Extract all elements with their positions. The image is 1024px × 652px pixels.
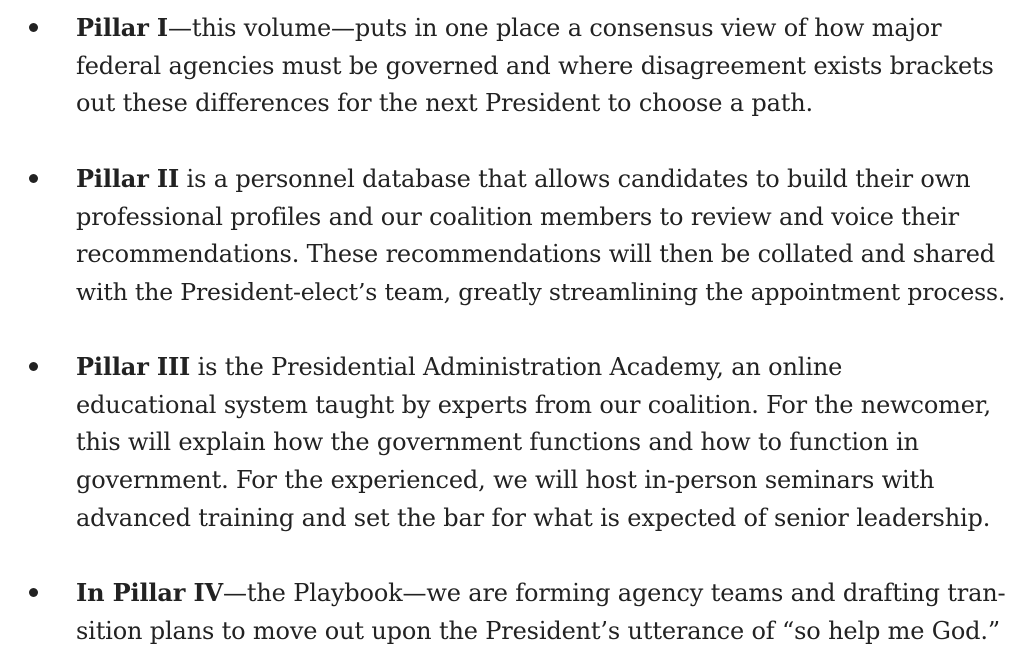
list-item-text [76, 348, 1016, 538]
text-line: federal agencies must be governed and where disagreement exists brackets [76, 51, 994, 80]
text-line: government. For the experienced, we will host in-person seminars with [76, 466, 935, 495]
line-text: —the Playbook—we are forming agency teams and drafting tran- [223, 579, 1006, 607]
text-line: educational system taught by experts from our coalition. For the newcomer, [76, 390, 991, 419]
text-line [76, 348, 1016, 387]
text-line [76, 160, 1016, 199]
item-lead: In Pillar IV [76, 578, 224, 607]
text-line: sition plans to move out upon the President’s utterance of “so help me God.” [76, 616, 1000, 645]
item-lead: Pillar III [76, 352, 191, 381]
list-item-text [76, 574, 1016, 650]
bullet-icon [29, 588, 38, 597]
list-item-text [76, 9, 1016, 123]
text-line: this will explain how the government functions and how to function in [76, 428, 919, 457]
list-item-text [76, 160, 1016, 312]
text-line: out these differences for the next President to choose a path. [76, 89, 814, 118]
line-text: —this volume—puts in one place a consensus view of how major [167, 14, 942, 42]
bullet-icon [29, 174, 38, 183]
item-lead: Pillar II [76, 164, 180, 193]
text-line: with the President-elect’s team, greatly streamlining the appointment process. [76, 278, 1006, 307]
line-text: is the Presidential Administration Academy, an online [190, 353, 843, 381]
text-line: recommendations. These recommendations will then be collated and shared [76, 240, 996, 269]
text-line [76, 574, 1016, 613]
text-line: professional profiles and our coalition members to review and voice their [76, 202, 959, 231]
text-line: advanced training and set the bar for what is expected of senior leadership. [76, 503, 991, 532]
item-lead: Pillar I [76, 13, 168, 42]
text-line [76, 9, 1016, 48]
bullet-icon [29, 23, 38, 32]
line-text: is a personnel database that allows candidates to build their own [179, 165, 971, 193]
bullet-icon [29, 362, 38, 371]
